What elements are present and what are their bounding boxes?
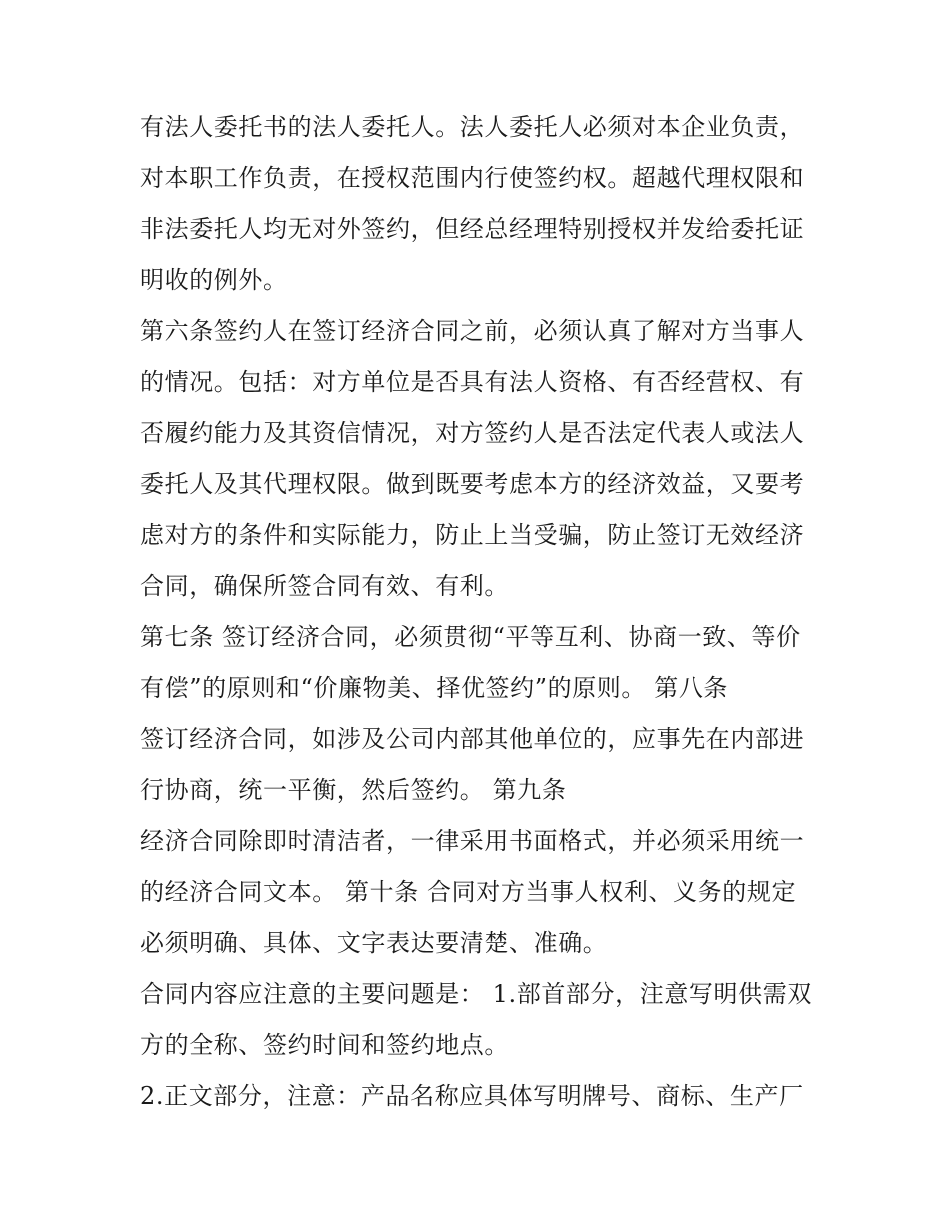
text-line: 2.正文部分，注意：产品名称应具体写明牌号、商标、生产厂 <box>140 1082 804 1110</box>
text-line: 方的全称、签约时间和签约地点。 <box>140 1031 509 1059</box>
text-line: 非法委托人均无对外签约，但经总经理特别授权并发给委托证 <box>140 215 805 243</box>
text-line: 合同，确保所签合同有效、有利。 <box>140 572 509 600</box>
text-line: 第六条签约人在签订经济合同之前，必须认真了解对方当事人 <box>140 317 805 345</box>
text-line: 合同内容应注意的主要问题是： 1.部首部分，注意写明供需双 <box>140 980 812 1008</box>
text-line: 的经济合同文本。 第十条 合同对方当事人权利、义务的规定 <box>140 878 797 906</box>
text-line: 明收的例外。 <box>140 266 288 294</box>
text-line: 签订经济合同，如涉及公司内部其他单位的，应事先在内部进 <box>140 725 805 753</box>
text-line: 第七条 签订经济合同，必须贯彻“平等互利、协商一致、等价 <box>140 623 801 651</box>
text-line: 有偿”的原则和“价廉物美、择优签约”的原则。 第八条 <box>140 674 729 702</box>
text-line: 经济合同除即时清洁者，一律采用书面格式，并必须采用统一 <box>140 827 805 855</box>
text-line: 的情况。包括：对方单位是否具有法人资格、有否经营权、有 <box>140 368 805 396</box>
text-line: 有法人委托书的法人委托人。法人委托人必须对本企业负责， <box>140 113 805 141</box>
text-line: 否履约能力及其资信情况，对方签约人是否法定代表人或法人 <box>140 419 805 447</box>
text-line: 虑对方的条件和实际能力，防止上当受骗，防止签订无效经济 <box>140 521 805 549</box>
text-line: 必须明确、具体、文字表达要清楚、准确。 <box>140 929 608 957</box>
text-line: 行协商，统一平衡，然后签约。 第九条 <box>140 776 567 804</box>
text-line: 委托人及其代理权限。做到既要考虑本方的经济效益，又要考 <box>140 470 805 498</box>
text-line: 对本职工作负责，在授权范围内行使签约权。超越代理权限和 <box>140 164 805 192</box>
